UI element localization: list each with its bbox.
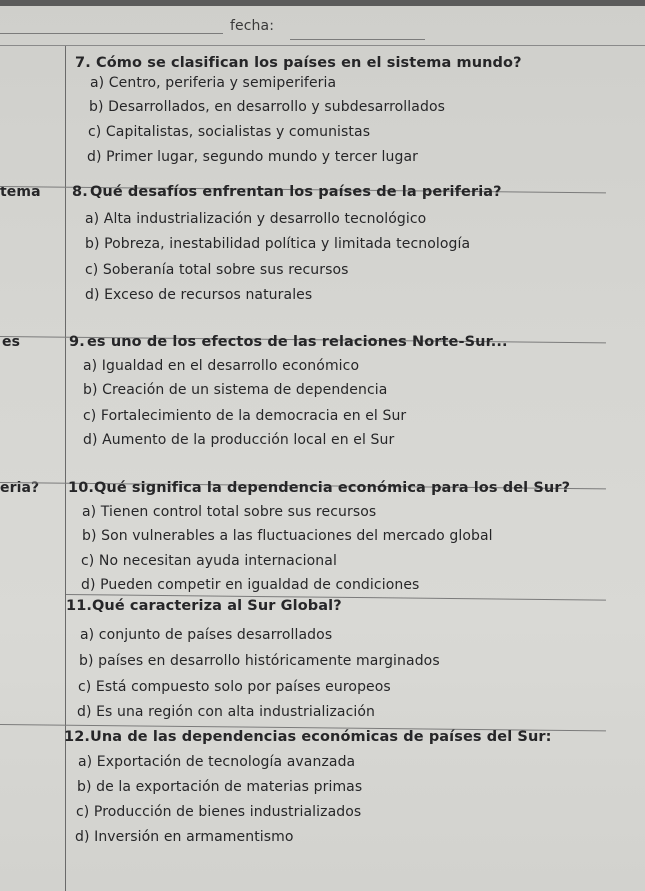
question-12-option-c: c) Producción de bienes industrializados bbox=[76, 804, 362, 820]
question-9-number: 9. bbox=[69, 334, 85, 350]
header-rule bbox=[0, 45, 645, 46]
left-fragment-1: tema bbox=[0, 184, 41, 200]
fecha-label: fecha: bbox=[230, 18, 275, 34]
question-10-option-a: a) Tienen control total sobre sus recursos bbox=[82, 504, 377, 520]
question-10-text: Qué significa la dependencia económica para los del Sur? bbox=[94, 480, 571, 496]
left-fragment-2: es bbox=[2, 334, 21, 350]
question-9-option-a: a) Igualdad en el desarrollo económico bbox=[83, 358, 360, 374]
name-blank-line bbox=[0, 33, 223, 34]
question-8-option-b: b) Pobreza, inestabilidad política y limitada tecnología bbox=[85, 236, 471, 252]
question-10-option-d: d) Pueden competir en igualdad de condiciones bbox=[81, 577, 420, 593]
question-12-number: 12. bbox=[64, 729, 90, 745]
column-divider bbox=[65, 46, 66, 891]
question-11-text: Qué caracteriza al Sur Global? bbox=[92, 598, 342, 614]
question-9-option-d: d) Aumento de la producción local en el Sur bbox=[83, 432, 395, 448]
question-8-option-c: c) Soberanía total sobre sus recursos bbox=[85, 262, 349, 278]
question-12-option-d: d) Inversión en armamentismo bbox=[75, 829, 294, 845]
question-7-text: Cómo se clasifican los países en el sistema mundo? bbox=[96, 55, 522, 71]
question-8-text: Qué desafíos enfrentan los países de la periferia? bbox=[90, 184, 502, 200]
question-7-option-c: c) Capitalistas, socialistas y comunistas bbox=[88, 124, 371, 140]
question-10-option-c: c) No necesitan ayuda internacional bbox=[81, 553, 337, 569]
fecha-blank-line bbox=[290, 39, 425, 40]
question-7-option-a: a) Centro, periferia y semiperiferia bbox=[90, 75, 337, 91]
question-9-text: es uno de los efectos de las relaciones Norte-Sur... bbox=[87, 334, 508, 350]
question-7-number: 7. bbox=[75, 55, 91, 71]
question-8-number: 8. bbox=[72, 184, 88, 200]
question-10-number: 10. bbox=[68, 480, 94, 496]
question-10-option-b: b) Son vulnerables a las fluctuaciones del mercado global bbox=[82, 528, 493, 544]
question-12-option-a: a) Exportación de tecnología avanzada bbox=[78, 754, 356, 770]
question-12-option-b: b) de la exportación de materias primas bbox=[77, 779, 363, 795]
question-7-option-d: d) Primer lugar, segundo mundo y tercer lugar bbox=[87, 149, 418, 165]
question-8-option-a: a) Alta industrialización y desarrollo tecnológico bbox=[85, 211, 427, 227]
question-9-option-c: c) Fortalecimiento de la democracia en el Sur bbox=[83, 408, 407, 424]
question-11-option-d: d) Es una región con alta industrialización bbox=[77, 704, 376, 720]
question-11-number: 11. bbox=[66, 598, 92, 614]
question-11-option-c: c) Está compuesto solo por países europeos bbox=[78, 679, 391, 695]
question-8-option-d: d) Exceso de recursos naturales bbox=[85, 287, 313, 303]
question-11-option-b: b) países en desarrollo históricamente marginados bbox=[79, 653, 440, 669]
left-fragment-3: eria? bbox=[0, 480, 40, 496]
question-9-option-b: b) Creación de un sistema de dependencia bbox=[83, 382, 388, 398]
question-7-option-b: b) Desarrollados, en desarrollo y subdesarrollados bbox=[89, 99, 446, 115]
question-12-text: Una de las dependencias económicas de países del Sur: bbox=[90, 729, 552, 745]
top-edge-shadow bbox=[0, 0, 645, 6]
question-11-option-a: a) conjunto de países desarrollados bbox=[80, 627, 333, 643]
